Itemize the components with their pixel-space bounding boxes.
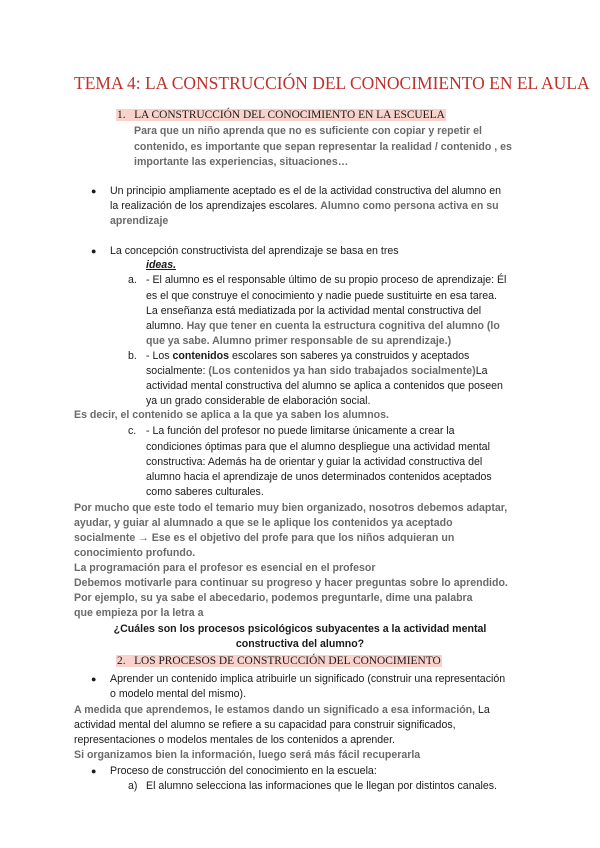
item-b-line-3: actividad mental constructiva del alumno se aplica a contenidos que poseen	[146, 380, 503, 392]
intro-line-3: importante las experiencias, situaciones…	[134, 156, 349, 168]
bullet-1-line-3: aprendizaje	[110, 215, 169, 227]
bullet-4-sub-label: a)	[128, 780, 138, 792]
bullet-1-line-1: Un principio ampliamente aceptado es el de la actividad constructiva del alumno en	[110, 185, 502, 197]
question-line-2: constructiva del alumno?	[235, 638, 365, 650]
section-1-title: LA CONSTRUCCIÓN DEL CONOCIMIENTO EN LA ESCUELA	[134, 109, 445, 121]
page-title: TEMA 4: LA CONSTRUCCIÓN DEL CONOCIMIENTO EN EL AULA	[74, 73, 590, 93]
item-a-line-4: alumno. Hay que tener en cuenta la estructura cognitiva del alumno (lo	[146, 320, 500, 332]
bullet-icon: ●	[91, 674, 97, 684]
para-2-line-3: Por ejemplo, su ya sabe el abecedario, podemos preguntarle, dime una palabra	[74, 592, 473, 604]
para-1-line-3: socialmente → Ese es el objetivo del profe para que los niños adquieran un	[74, 532, 455, 544]
item-a-line-5: que ya sabe. Alumno primer responsable de su aprendizaje.)	[146, 335, 452, 347]
section-2-number: 2.	[117, 655, 126, 667]
para-1-line-2: ayudar, y guiar al alumnado a que se le aplique los contenidos ya aceptado	[74, 517, 453, 529]
bullet-icon: ●	[91, 246, 97, 256]
item-c-line-5: como saberes culturales.	[146, 486, 264, 498]
bullet-4-sub-text: El alumno selecciona las informaciones que le llegan por distintos canales.	[146, 780, 497, 792]
intro-line-2: contenido, es importante que sepan representar la realidad / contenido , es	[134, 141, 512, 153]
item-a-line-1: - El alumno es el responsable último de su propio proceso de aprendizaje: Él	[146, 274, 507, 286]
item-b-line-1: - Los contenidos escolares son saberes ya construidos y aceptados	[146, 350, 470, 362]
para-2-line-2: Debemos motivarle para continuar su progreso y hacer preguntas sobre lo aprendido.	[74, 577, 508, 589]
bullet-3-line-2: o modelo mental del mismo).	[110, 688, 247, 700]
para-2-line-1: La programación para el profesor es esencial en el profesor	[74, 562, 376, 574]
item-b-line-2: socialmente: (Los contenidos ya han sido trabajados socialmente)La	[146, 365, 488, 377]
note-b: Es decir, el contenido se aplica a la que ya saben los alumnos.	[74, 409, 389, 421]
para-3-line-1: A medida que aprendemos, le estamos dando un significado a esa información, La	[74, 704, 490, 716]
item-b-label: b.	[128, 350, 137, 362]
section-1-heading	[116, 107, 446, 123]
para-1-line-1: Por mucho que este todo el temario muy bien organizado, nosotros debemos adaptar,	[74, 502, 508, 514]
question-line-1: ¿Cuáles son los procesos psicológicos subyacentes a la actividad mental	[113, 623, 487, 635]
item-a-line-3: La enseñanza está mediatizada por la actividad mental constructiva del	[146, 305, 482, 317]
item-c-line-2: condiciones óptimas para que el alumno despliegue una actividad mental	[146, 441, 490, 453]
bullet-4-line-1: Proceso de construcción del conocimiento en la escuela:	[110, 765, 377, 777]
item-c-line-1: - La función del profesor no puede limitarse únicamente a crear la	[146, 425, 455, 437]
bullet-icon: ●	[91, 766, 97, 776]
section-2-heading	[116, 653, 442, 669]
section-2-title: LOS PROCESOS DE CONSTRUCCIÓN DEL CONOCIMIENTO	[134, 655, 441, 667]
ideas-label: ideas.	[146, 259, 177, 271]
item-b-line-4: ya un grado considerable de elaboración social.	[146, 395, 371, 407]
item-a-line-2: es el que construye el conocimiento y nadie puede sustituirte en esa tarea.	[146, 290, 497, 302]
bullet-3-line-1: Aprender un contenido implica atribuirle un significado (construir una representación	[110, 673, 506, 685]
bullet-2-line-1: La concepción constructivista del aprendizaje se basa en tres	[110, 245, 399, 257]
bullet-icon: ●	[91, 186, 97, 196]
intro-line-1: Para que un niño aprenda que no es suficiente con copiar y repetir el	[134, 125, 482, 137]
section-1-number: 1.	[117, 109, 126, 121]
item-c-line-3: constructiva: Además ha de orientar y guiar la actividad constructiva del	[146, 456, 483, 468]
bullet-1-line-2: la realización de los aprendizajes escolares. Alumno como persona activa en su	[110, 200, 499, 212]
para-1-line-4: conocimiento profundo.	[74, 547, 196, 559]
item-a-label: a.	[128, 274, 137, 286]
para-3-line-2: actividad mental del alumno se refiere a su capacidad para construir significados,	[74, 719, 456, 731]
item-c-label: c.	[128, 425, 137, 437]
item-c-line-4: alumno hacia el aprendizaje de unos determinados contenidos aceptados	[146, 471, 492, 483]
para-3-line-4: Si organizamos bien la información, luego será más fácil recuperarla	[74, 749, 421, 761]
para-3-line-3: representaciones o modelos mentales de los contenidos a aprender.	[74, 734, 395, 746]
para-2-line-4: que empieza por la letra a	[74, 607, 204, 619]
